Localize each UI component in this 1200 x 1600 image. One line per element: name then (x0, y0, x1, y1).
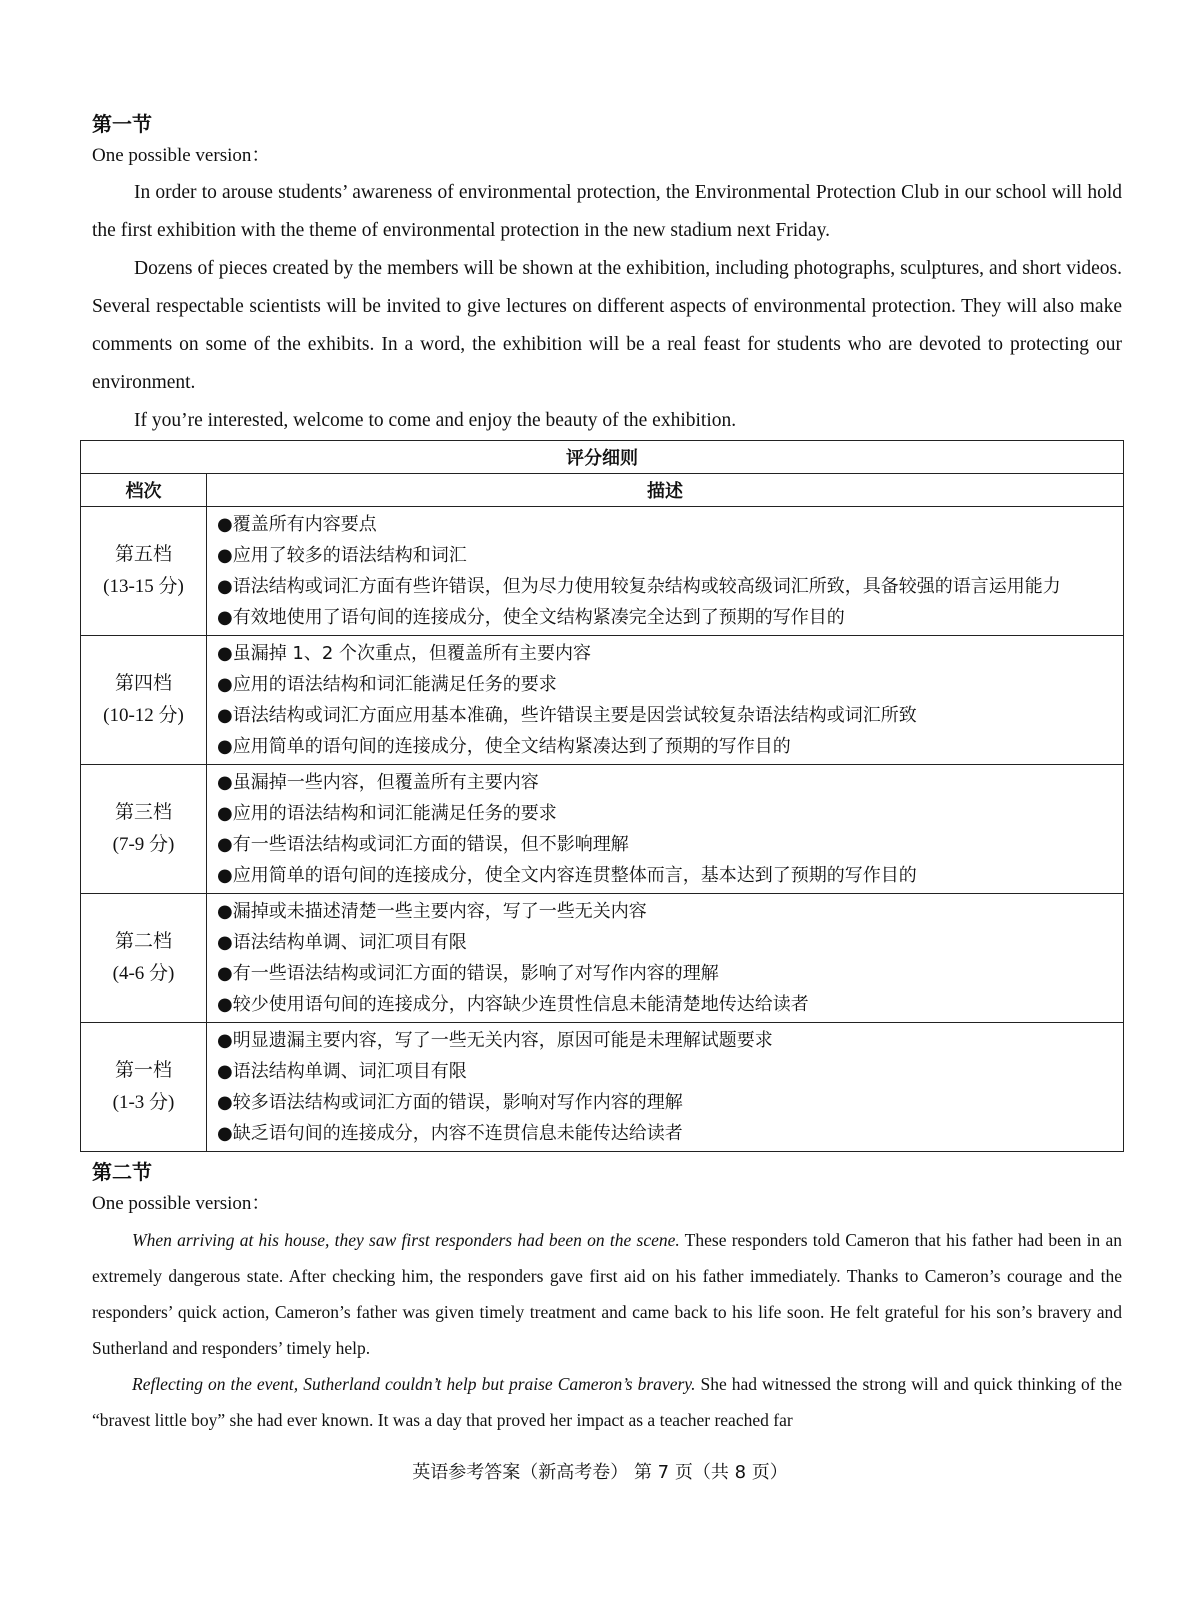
section1-version-label: One possible version： (92, 145, 271, 166)
paragraph-lead-sentence: Reflecting on the event, Sutherland couldn’t help but praise Cameron’s bravery. (132, 1374, 696, 1394)
rubric-point: ●应用简单的语句间的连接成分，使全文内容连贯整体而言，基本达到了预期的写作目的 (217, 865, 917, 886)
rubric-point: ●较多语法结构或词汇方面的错误，影响对写作内容的理解 (217, 1092, 683, 1113)
section2-version-label: One possible version： (92, 1193, 271, 1214)
rubric-level-cell (81, 1023, 207, 1152)
rubric-description-cell (207, 507, 1124, 636)
rubric-level-score: (7-9 分) (112, 834, 175, 855)
rubric-row (81, 636, 1124, 765)
section2-title: 第二节 (92, 1160, 152, 1184)
rubric-row (81, 507, 1124, 636)
rubric-level-name: 第四档 (114, 673, 172, 694)
rubric-row (81, 1023, 1124, 1152)
rubric-description-cell (207, 894, 1124, 1023)
rubric-level-cell (81, 894, 207, 1023)
section1-paragraph-2: Dozens of pieces created by the members will be shown at the exhibition, including photographs, sculptures, and short videos. Several respectable scientists will be invited to give lectures on different aspects of environmental protection. They will also make comments on some of the exhibits. In a word, the exhibition will be a real feast for students who are devoted to protecting our environment. (92, 258, 1122, 393)
section1-paragraph-1: In order to arouse students’ awareness of environmental protection, the Environmental Protection Club in our school will hold the first exhibition with the theme of environmental protection in the new stadium next Friday. (92, 182, 1122, 241)
rubric-point: ●应用简单的语句间的连接成分，使全文结构紧凑达到了预期的写作目的 (217, 736, 791, 757)
paragraph-body: These responders told Cameron that his father had been in an extremely dangerous state. After checking him, the responders gave first aid on his father immediately. Thanks to Cameron’s courage and the responders’ quick action, Cameron’s father was given timely treatment and came back to his life soon. He felt grateful for his son’s bravery and Sutherland and responders’ timely help. (92, 1230, 1122, 1358)
rubric-point: ●明显遗漏主要内容，写了一些无关内容，原因可能是未理解试题要求 (217, 1030, 773, 1051)
rubric-level-name: 第二档 (114, 931, 172, 952)
rubric-point: ●覆盖所有内容要点 (217, 514, 377, 535)
rubric-title: 评分细则 (81, 441, 1124, 474)
rubric-level-score: (13-15 分) (103, 576, 184, 597)
rubric-point: ●漏掉或未描述清楚一些主要内容，写了一些无关内容 (217, 901, 647, 922)
rubric-point: ●语法结构单调、词汇项目有限 (217, 932, 467, 953)
rubric-header-level: 档次 (81, 474, 207, 507)
paragraph-body: She had witnessed the strong will and quick thinking of the “bravest little boy” she had ever known. It was a day that proved her impact as a teacher reached far (92, 1374, 1123, 1430)
section2-paragraph-2 (92, 1366, 1122, 1438)
rubric-point: ●应用的语法结构和词汇能满足任务的要求 (217, 803, 557, 824)
rubric-level-name: 第五档 (114, 544, 172, 565)
section1-title: 第一节 (92, 112, 152, 136)
section2 (92, 1158, 1122, 1438)
rubric-header-description: 描述 (207, 474, 1124, 507)
rubric-point: ●缺乏语句间的连接成分，内容不连贯信息未能传达给读者 (217, 1123, 683, 1144)
rubric-row (81, 765, 1124, 894)
rubric-point: ●语法结构或词汇方面有些许错误，但为尽力使用较复杂结构或较高级词汇所致，具备较强的语言运用能力 (217, 576, 1061, 597)
rubric-level-score: (4-6 分) (112, 963, 175, 984)
rubric-point: ●语法结构单调、词汇项目有限 (217, 1061, 467, 1082)
page-footer: 英语参考答案（新高考卷） 第 7 页（共 8 页） (412, 1462, 788, 1483)
rubric-point: ●有效地使用了语句间的连接成分，使全文结构紧凑完全达到了预期的写作目的 (217, 607, 845, 628)
rubric-point: ●有一些语法结构或词汇方面的错误，但不影响理解 (217, 834, 629, 855)
rubric-description-cell (207, 1023, 1124, 1152)
rubric-point: ●虽漏掉一些内容，但覆盖所有主要内容 (217, 772, 539, 793)
rubric-point: ●虽漏掉 1、2 个次重点，但覆盖所有主要内容 (217, 643, 592, 664)
rubric-level-cell (81, 636, 207, 765)
rubric-point: ●应用了较多的语法结构和词汇 (217, 545, 467, 566)
page-content (92, 110, 1122, 1438)
paragraph-lead-sentence: When arriving at his house, they saw first responders had been on the scene. (132, 1230, 680, 1250)
scoring-rubric-table (80, 440, 1124, 1152)
rubric-level-name: 第一档 (114, 1060, 172, 1081)
rubric-point: ●有一些语法结构或词汇方面的错误，影响了对写作内容的理解 (217, 963, 719, 984)
section1-paragraph-3: If you’re interested, welcome to come and enjoy the beauty of the exhibition. (134, 410, 737, 431)
rubric-level-name: 第三档 (114, 802, 172, 823)
rubric-point: ●语法结构或词汇方面应用基本准确，些许错误主要是因尝试较复杂语法结构或词汇所致 (217, 705, 917, 726)
rubric-level-score: (1-3 分) (112, 1092, 175, 1113)
rubric-row (81, 894, 1124, 1023)
rubric-level-cell (81, 765, 207, 894)
rubric-point: ●应用的语法结构和词汇能满足任务的要求 (217, 674, 557, 695)
rubric-level-score: (10-12 分) (103, 705, 184, 726)
rubric-level-cell (81, 507, 207, 636)
rubric-point: ●较少使用语句间的连接成分，内容缺少连贯性信息未能清楚地传达给读者 (217, 994, 809, 1015)
section2-paragraph-1 (92, 1222, 1122, 1366)
rubric-description-cell (207, 765, 1124, 894)
rubric-description-cell (207, 636, 1124, 765)
